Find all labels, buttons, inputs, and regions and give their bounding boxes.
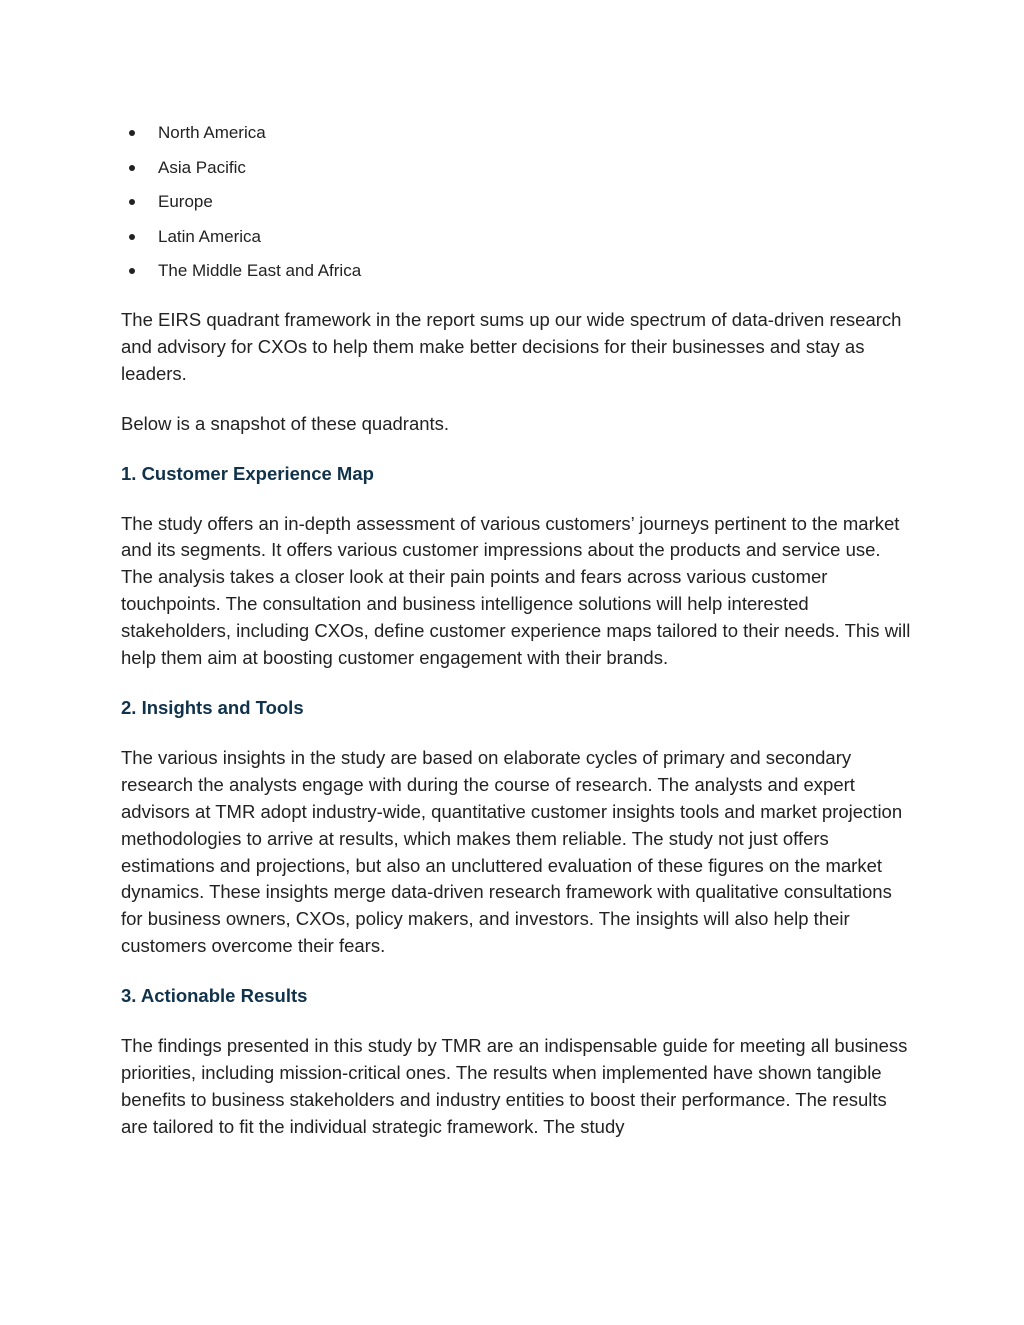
section-heading-actionable-results: 3. Actionable Results [121, 985, 308, 1007]
list-item-label: Europe [158, 192, 213, 211]
bullet-icon [129, 130, 135, 136]
list-item [121, 156, 361, 191]
document-body [121, 307, 911, 1164]
list-item [121, 225, 361, 260]
list-item [121, 259, 361, 294]
section-heading-insights-and-tools: 2. Insights and Tools [121, 696, 304, 718]
bullet-icon [129, 199, 135, 205]
section-heading-customer-experience-map: 1. Customer Experience Map [121, 462, 374, 484]
list-item-label: The Middle East and Africa [158, 261, 362, 280]
section-body-insights-and-tools: The various insights in the study are based on elaborate cycles of primary and secondary research the analysts engage with during the course of research. The analysts and expert advisors at TMR adopt industry-wide, quantitative customer insights tools and market projection methodologies to arrive at results, which makes them reliable. The study not just offers estimations and projections, but also an uncluttered evaluation of these figures on the market dynamics. These insights merge data-driven research framework with qualitative consultations for business owners, CXOs, policy makers, and investors. The insights will also help their customers overcome their fears. [121, 746, 903, 957]
snapshot-paragraph: Below is a snapshot of these quadrants. [121, 412, 450, 434]
list-item [121, 121, 361, 156]
list-item-label: Latin America [158, 226, 261, 246]
intro-paragraph: The EIRS quadrant framework in the report sums up our wide spectrum of data-driven research and advisory for CXOs to help them make better decisions for their businesses and stay as leaders. [121, 309, 902, 384]
list-item-label: North America [158, 123, 266, 142]
list-item [121, 190, 361, 225]
section-body-customer-experience-map: The study offers an in-depth assessment of various customers’ journeys pertinent to the market and its segments. It offers various customer impressions about the products and service use. The analysis takes a closer look at their pain points and fears across various customer touchpoints. The consultation and business intelligence solutions will help interested stakeholders, including CXOs, define customer experience maps tailored to their needs. This will help them aim at boosting customer engagement with their brands. [121, 512, 911, 669]
bullet-icon [129, 268, 135, 274]
bullet-icon [129, 234, 135, 240]
list-item-label: Asia Pacific [158, 157, 246, 177]
bullet-icon [129, 165, 135, 171]
region-list [121, 121, 361, 294]
section-body-actionable-results: The findings presented in this study by TMR are an indispensable guide for meeting all business priorities, including mission-critical ones. The results when implemented have shown tangible benefits to business stakeholders and industry entities to boost their performance. The results are tailored to fit the individual strategic framework. The study [121, 1035, 908, 1137]
